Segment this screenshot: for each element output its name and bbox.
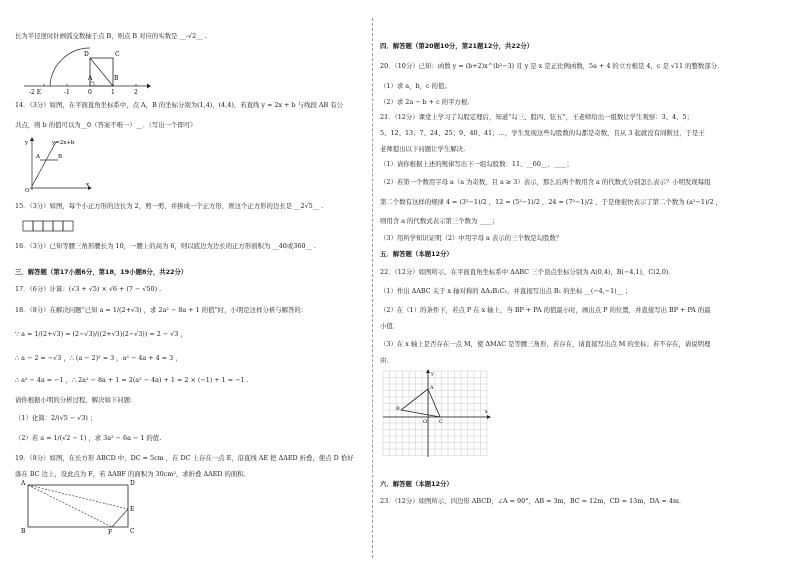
q18-step-3: ∴ a² − 4a = −1 ，∴ 2a² − 8a + 1 = 2(a² − 4a) + 1 = 2 × (−1) + 1 = −1 . xyxy=(15,376,249,384)
q13-label-e: -2 E xyxy=(29,89,42,96)
q13-label-a: A xyxy=(88,75,93,82)
q19-label-e: E xyxy=(130,506,135,513)
q22-label-a: A xyxy=(430,385,434,391)
q13-tick-2: 0 xyxy=(88,89,92,96)
q19-label-b: B xyxy=(21,528,26,535)
q18-part-2: （2）若 a = 1/(√2 − 1) ，求 3a² − 6a − 1 的值. xyxy=(15,434,162,442)
q13-label-d: D xyxy=(84,51,89,58)
q14-label-b: B xyxy=(58,154,63,160)
q17-stem: 17．（6分）计算：(√3 + √5) × √6 + (7 − √50) . xyxy=(15,285,162,293)
q21-part-2c: 则用含 a 的代数式表示第三个数为 ____； xyxy=(380,217,499,225)
q22-part-3b: 由． xyxy=(380,356,393,364)
section-5-heading: 五．解答题（本题12分） xyxy=(380,250,453,258)
column-divider xyxy=(372,18,373,558)
q16-stem: 16．（3分）已知等腰三角形腰长为 10，一腰上的高为 6，则以底边为边长的正方形面积为 __40或360__ . xyxy=(15,242,316,250)
q13-label-b: B xyxy=(114,75,119,82)
q13-tick-3: 1 xyxy=(111,89,115,96)
section-3-heading: 三．解答题（第17小题6分，第18，19小题8分，共22分） xyxy=(15,268,188,276)
q22-part-2a: （2）在（1）的条件下，若点 P 在 x 轴上，当 BP + PA 的值最小时，画出点 P 的位置，并直接写出 BP + PA 的最 xyxy=(380,306,711,314)
q22-label-c: C xyxy=(439,419,443,425)
q14-stem-1: 14．（3分）如图，在平面直角坐标系中，点 A，B 的坐标分别为(1,4)，(4,4)，若直线 y = 2x + b 与线段 AB 有公 xyxy=(15,101,343,109)
q13-number-line-figure xyxy=(22,44,152,96)
q14-label-o: O xyxy=(25,188,30,192)
q22-stem: 22．（12分）如图所示，在平面直角坐标系中 ΔABC 三个顶点坐标分别为 A(0,4)，B(−4,1)，C(2,0)． xyxy=(380,268,675,276)
q19-label-c: C xyxy=(130,528,135,535)
q22-coordinate-grid-figure xyxy=(381,369,491,459)
q22-label-o: O xyxy=(423,419,428,425)
section-4-heading: 四．解答题（第20题10分，第21题12分，共22分） xyxy=(380,42,534,50)
q19-label-d: D xyxy=(130,480,135,487)
q22-label-b: B xyxy=(396,406,400,412)
q22-part-1: （1）作出 ΔABC 关于 x 轴对称的 ΔA₁B₁C₁，并直接写出点 B₁ 的坐标 __(−4,−1)__ ； xyxy=(380,287,632,295)
q15-stem: 15．（3分）如图，每个小正方形的边长为 2，剪一剪，并拼成一个正方形，则这个正方形的边长是 __2√5__ . xyxy=(15,202,324,210)
q20-part-2: （2）求 2a − b + c 的平方根. xyxy=(380,98,470,106)
section-6-heading: 六．解答题（本题12分） xyxy=(380,480,453,488)
q18-step-1: ∵ a = 1/(2+√3) = (2−√3)/((2+√3)(2−√3)) = 2 − √3 ， xyxy=(15,330,187,338)
q13-tick-4: 2 xyxy=(134,89,138,96)
q22-label-y: y xyxy=(431,371,434,377)
q14-label-a: A xyxy=(36,154,40,160)
q19-label-a: A xyxy=(21,480,26,487)
q13-tick-1: -1 xyxy=(64,89,70,96)
q21-part-2a: （2）若第一个数用字母 a（a 为奇数，且 a ≥ 3）表示，那么后两个数用含 a 的代数式分别怎么表示？小明发现每组 xyxy=(380,178,711,186)
q18-instruction: 请你根据小明的分析过程，解决如下问题： xyxy=(15,396,137,404)
q21-stem-2: 5、12、13；7、24、25；9、40、41；…，学生发现这些勾股数的勾都是奇数，且从 3 起就没有间断过，于是王 xyxy=(380,129,705,137)
q19-stem-2: 落在 BC 边上，设此点为 F，若 ΔABF 的面积为 30cm²，求折叠 ΔAED 的面积. xyxy=(15,470,246,478)
q23-stem: 23．（12分）如图所示，四边形 ABCD，∠A = 90°，AB = 3m，BC = 12m，CD = 13m，DA = 4m． xyxy=(380,497,686,505)
q14-stem-2: 共点，则 b 的值可以为__0（答案不唯一）__．（写出一个即可） xyxy=(15,121,197,129)
q18-part-1: （1）化简：2/(√5 − √3) ； xyxy=(15,414,97,422)
q14-label-x: x xyxy=(86,182,90,188)
q21-stem-3: 老师提出以下问题让学生解决. xyxy=(380,145,466,153)
q14-label-y: y xyxy=(25,140,29,146)
q19-stem-1: 19．（8分）如图，在长方形 ABCD 中，DC = 5cm ，在 DC 上存在一点 E，沿直线 AE 把 ΔAED 折叠，使点 D 恰好 xyxy=(15,454,354,462)
q19-rectangle-figure xyxy=(20,479,142,535)
q13-label-c: C xyxy=(115,51,120,58)
q21-part-1: （1）请你根据上述的规律写出下一组勾股数：11、__60__、____； xyxy=(380,160,573,168)
q14-line-equation: y=2x+b xyxy=(52,140,75,146)
q18-stem: 18．（8分）在解决问题“已知 a = 1/(2+√3) ，求 2a² − 8a + 1 的值”时，小明是这样分析与解答的： xyxy=(15,306,308,314)
q19-label-f: F xyxy=(108,529,113,535)
q21-stem-1: 21．（12分）课堂上学习了勾股定理后，知道“勾三、股四、弦五”，王老师给出一组数让学生观察：3、4、5； xyxy=(380,113,693,121)
q14-coordinate-figure xyxy=(22,136,92,192)
q22-part-3a: （3）在 x 轴上是否存在一点 M，使 ΔMAC 是等腰三角形，若存在，请直接写出点 M 的坐标；若不存在，请说明理 xyxy=(380,340,711,348)
q21-part-2b: 第二个数有这样的规律 4 = (3²−1)/2 ，12 = (5²−1)/2 ，24 = (7²−1)/2 ，于是他很快表示了第二个数为 (a²−1)/2 ， xyxy=(380,198,723,206)
q22-part-2b: 小值． xyxy=(380,322,400,330)
q22-label-x: x xyxy=(485,409,488,415)
q21-part-3: （3）用所学知识证明（2）中用字母 a 表示的三个数是勾股数？ xyxy=(380,234,563,242)
q20-stem: 20．（10分）已知：函数 y = (b+2)x^(b²−3) 且 y 是 x 是正比例函数，5a + 4 的立方根是 4，c 是 √11 的整数部分. xyxy=(380,62,720,70)
q20-part-1: （1）求 a，b，c 的值； xyxy=(380,82,451,90)
q18-step-2: ∴ a − 2 = −√3 ，∴ (a − 2)² = 3 ，a² − 4a + 4 = 3 ， xyxy=(15,354,182,362)
q15-squares-figure xyxy=(22,220,84,232)
q13-answer-line: 长为半径逆时针画弧交数轴于点 B，则点 B 对应的实数是 __-√2__ . xyxy=(15,32,207,40)
